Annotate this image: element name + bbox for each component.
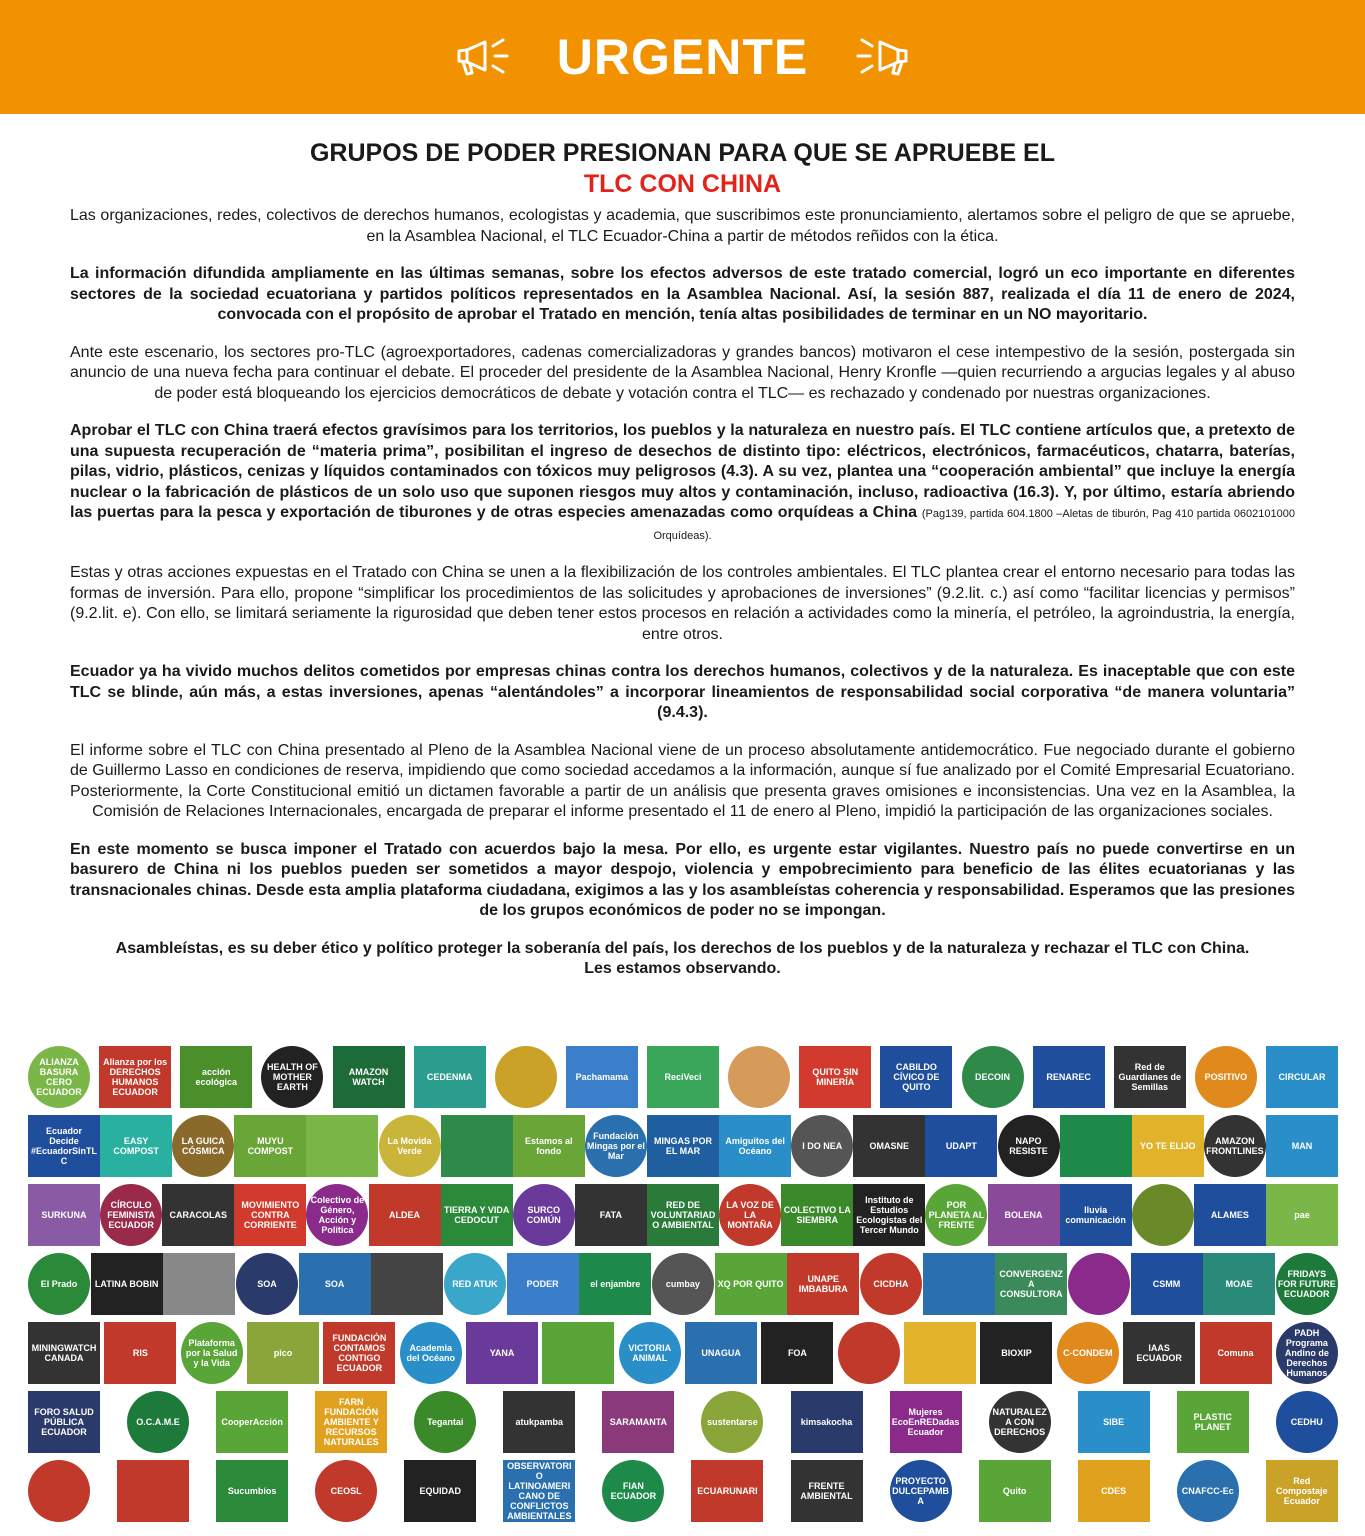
- org-logo: [566, 1046, 638, 1108]
- org-logo: [234, 1184, 306, 1246]
- org-logo: [315, 1391, 387, 1453]
- org-logo-label: [938, 1351, 942, 1355]
- org-logo-label: CSMM: [1152, 1278, 1181, 1289]
- org-logo-label: Estamos al fondo: [525, 1135, 573, 1156]
- org-logo: [853, 1184, 925, 1246]
- org-logo-label: [340, 1144, 344, 1148]
- org-logo-label: [405, 1282, 409, 1286]
- org-logo-label: POSITIVO: [1204, 1071, 1248, 1082]
- org-logo: [799, 1046, 871, 1108]
- org-logo-label: CONVERGENZA CONSULTORA: [999, 1268, 1063, 1299]
- org-logo: [216, 1391, 288, 1453]
- org-logo: [761, 1322, 833, 1384]
- org-logo-label: Fundación Mingas por el Mar: [586, 1130, 645, 1161]
- org-logo: [787, 1253, 859, 1315]
- org-logo: [104, 1322, 176, 1384]
- org-logo: [988, 1184, 1060, 1246]
- org-logo-label: LATINA BOBIN: [94, 1278, 159, 1289]
- org-logo: [925, 1184, 987, 1246]
- org-logo-label: CÍRCULO FEMINISTA ECUADOR: [107, 1199, 156, 1230]
- org-logo: [414, 1391, 476, 1453]
- org-logo: [1131, 1253, 1203, 1315]
- org-logo: [404, 1460, 476, 1522]
- org-logo: [781, 1184, 853, 1246]
- org-logo: [791, 1391, 863, 1453]
- org-logo-label: [57, 1489, 61, 1493]
- org-logo: [513, 1184, 575, 1246]
- org-logo-label: Red de Guardianes de Semillas: [1118, 1061, 1182, 1092]
- org-logo: [1266, 1460, 1338, 1522]
- org-logo-label: QUITO SIN MINERÍA: [812, 1066, 859, 1087]
- org-logo: [1114, 1046, 1186, 1108]
- org-logo-label: SURKUNA: [41, 1209, 87, 1220]
- org-logo-label: ALAMES: [1210, 1209, 1249, 1220]
- org-logo: [652, 1253, 714, 1315]
- org-logo: [904, 1322, 976, 1384]
- org-logo: [1204, 1115, 1266, 1177]
- org-logo: [791, 1460, 863, 1522]
- org-logo-label: [1094, 1144, 1098, 1148]
- signatory-logos: [28, 1042, 1338, 1525]
- org-logo: [619, 1322, 681, 1384]
- org-logo-label: PROYECTO DULCEPAMBA: [892, 1475, 949, 1506]
- headline-line1: GRUPOS DE PODER PRESIONAN PARA QUE SE APRUEBE EL: [309, 139, 1056, 167]
- org-logo: [602, 1391, 674, 1453]
- org-logo-label: CABILDO CÍVICO DE QUITO: [893, 1061, 940, 1092]
- org-logo: [234, 1115, 306, 1177]
- org-logo-label: BIOXIP: [1001, 1347, 1032, 1358]
- org-logo: [715, 1253, 787, 1315]
- megaphone-icon: [852, 32, 914, 82]
- org-logo: [323, 1322, 395, 1384]
- org-logo: [602, 1460, 664, 1522]
- org-logo-label: SARAMANTA: [609, 1416, 668, 1427]
- org-logo: [989, 1391, 1051, 1453]
- org-logo: [1033, 1046, 1105, 1108]
- org-logo: [507, 1253, 579, 1315]
- org-logo-label: MAN: [1291, 1140, 1313, 1151]
- org-logo: [400, 1322, 462, 1384]
- paragraph-intro: Las organizaciones, redes, colectivos de derechos humanos, ecologistas y academia, que suscribimos este pronunciamiento, alertamos sobre el peligro de que se apruebe, en la Asamblea Nacional, el TLC Ecuador-China a partir de métodos reñidos con la ética.: [70, 207, 1295, 245]
- org-logo: [181, 1322, 243, 1384]
- org-logo-label: AMAZON FRONTLINES: [1206, 1135, 1264, 1156]
- org-logo-label: Quito: [1002, 1485, 1027, 1496]
- org-logo-label: Sucumbíos: [227, 1485, 277, 1496]
- org-logo-label: CIRCULAR: [1278, 1071, 1326, 1082]
- org-logo: [306, 1115, 378, 1177]
- org-logo-label: CEDHU: [1290, 1416, 1323, 1427]
- org-logo-label: EQUIDAD: [419, 1485, 461, 1496]
- org-logo: [1132, 1184, 1194, 1246]
- org-logo-label: La Movida Verde: [387, 1135, 432, 1156]
- org-logo: [719, 1184, 781, 1246]
- org-logo-label: pae: [1294, 1209, 1310, 1220]
- org-logo-label: TIERRA Y VIDA CEDOCUT: [443, 1204, 510, 1225]
- org-logo-label: NATURALEZA CON DERECHOS: [992, 1406, 1047, 1437]
- paragraph-effects: [70, 421, 1295, 546]
- org-logo-label: UNAGUA: [701, 1347, 741, 1358]
- org-logo: [100, 1184, 162, 1246]
- org-logo-label: Amiguitos del Océano: [725, 1135, 785, 1156]
- org-logo-label: LA VOZ DE LA MONTAÑA: [726, 1199, 774, 1230]
- org-logo-label: OBSERVATORIO LATINOAMERICANO DE CONFLICTOS AMBIENTALES: [507, 1460, 572, 1521]
- org-logo: [719, 1115, 791, 1177]
- org-logo: [1276, 1391, 1338, 1453]
- org-logo: [1060, 1184, 1132, 1246]
- paragraph-effects-text: Aprobar el TLC con China traerá efectos gravísimos para los territorios, los pueblos y la naturaleza en nuestro país. El TLC contiene artículos que, a pretexto de una supuesta recuperación de “materia prima”, posibilitan el ingreso de desechos de distinto tipo: eléctricos, electrónicos, farmacéuticos, chatarra, baterías, pilas, vidrio, plásticos, cenizas y líquidos contaminados con tóxicos muy peligrosos (4.3). A su vez, plantea una “cooperación ambiental” que incluye la energía nuclear o la fabricación de plásticos de un solo uso que suponen riesgos muy altos y contaminación, incluso, radioactiva (16.3). Y, por último, estaría abriendo las puertas para la pesca y exportación de tiburones y de otras especies amenazadas como orquídeas a China: [70, 422, 1295, 521]
- org-logo-label: PLASTIC PLANET: [1193, 1411, 1232, 1432]
- org-logo: [371, 1253, 443, 1315]
- org-logo: [495, 1046, 557, 1108]
- org-logo-label: C-CONDEM: [1063, 1347, 1113, 1358]
- org-logo: [1078, 1460, 1150, 1522]
- org-logo: [979, 1460, 1051, 1522]
- org-logo-label: Mujeres EcoEnREDadas Ecuador: [891, 1406, 960, 1437]
- org-logo-label: CDES: [1101, 1485, 1127, 1496]
- org-logo-label: I DO NEA: [802, 1140, 843, 1151]
- banner-title: URGENTE: [556, 29, 809, 85]
- org-logo-label: Colectivo de Género, Acción y Política: [310, 1194, 365, 1235]
- headline-line2: TLC CON CHINA: [583, 170, 782, 198]
- org-logo-label: ECUARUNARI: [697, 1485, 758, 1496]
- org-logo: [172, 1115, 234, 1177]
- org-logo-label: POR PLANETA AL FRENTE: [928, 1199, 985, 1230]
- org-logo-label: YO TE ELIJO: [1139, 1140, 1196, 1151]
- org-logo-label: Plataforma por la Salud y la Vida: [185, 1337, 238, 1368]
- org-logo-label: FUNDACIÓN CONTAMOS CONTIGO ECUADOR: [332, 1332, 387, 1373]
- org-logo-label: RIS: [132, 1347, 148, 1358]
- org-logo: [1132, 1115, 1204, 1177]
- paragraph-effects-note: (Pag139, partida 604.1800 –Aletas de tiburón, Pag 410 partida 0602101000 Orquídeas).: [653, 508, 1295, 542]
- org-logo-label: NAPO RESISTE: [1009, 1135, 1048, 1156]
- closing-line1: Asambleístas, es su deber ético y político proteger la soberanía del país, los derechos de los pueblos y de la naturaleza y rechazar el TLC con China.: [115, 939, 1250, 957]
- org-logo: [575, 1184, 647, 1246]
- org-logo-label: UDAPT: [945, 1140, 977, 1151]
- org-logo-label: CNAFCC-Ec: [1181, 1485, 1234, 1496]
- org-logo-label: [757, 1075, 761, 1079]
- org-logo: [1266, 1184, 1338, 1246]
- org-logo: [466, 1322, 538, 1384]
- org-logo: [1276, 1253, 1338, 1315]
- org-logo-label: FORO SALUD PÚBLICA ECUADOR: [34, 1406, 94, 1437]
- org-logo-label: acción ecológica: [195, 1066, 237, 1087]
- org-logo: [236, 1253, 298, 1315]
- org-logo-label: CEDENMA: [426, 1071, 473, 1082]
- org-logo-label: ReciVeci: [664, 1071, 702, 1082]
- org-logo-label: ALIANZA BASURA CERO ECUADOR: [36, 1056, 82, 1097]
- org-logo-label: CooperAcción: [221, 1416, 283, 1427]
- org-logo-label: CICDHA: [873, 1278, 909, 1289]
- org-logo-label: [524, 1075, 528, 1079]
- org-logo-label: Comuna: [1217, 1347, 1254, 1358]
- org-logo: [1276, 1322, 1338, 1384]
- org-logo-label: YANA: [489, 1347, 515, 1358]
- org-logo: [369, 1184, 441, 1246]
- org-logo-label: O.C.A.M.E: [136, 1416, 180, 1427]
- org-logo-label: FRIDAYS FOR FUTURE ECUADOR: [1277, 1268, 1336, 1299]
- org-logo: [28, 1115, 100, 1177]
- org-logo: [28, 1046, 90, 1108]
- org-logo: [890, 1391, 962, 1453]
- org-logo-label: HEALTH OF MOTHER EARTH: [266, 1061, 318, 1092]
- org-logo: [1078, 1391, 1150, 1453]
- org-logo: [880, 1046, 952, 1108]
- org-logo: [28, 1322, 100, 1384]
- org-logo: [1177, 1391, 1249, 1453]
- org-logo: [579, 1253, 651, 1315]
- org-logo: [28, 1391, 100, 1453]
- org-logo-label: SOA: [257, 1278, 277, 1289]
- paragraph-scenario: Ante este escenario, los sectores pro-TLC (agroexportadores, cadenas comercializadoras y grandes bancos) motivaron el cese intempestivo de la sesión, postergada sin anuncio de una nueva fecha para continuar el debate. El proceder del presidente de la Asamblea Nacional, Henry Kronfle —quien recurriendo a argucias legales y al abuso de poder está bloqueando los ejercicios democráticos de debate y votación contra el TLC— es rechazado y condenado por nuestras organizaciones.: [70, 343, 1295, 402]
- paragraph-vigilance: En este momento se busca imponer el Tratado con acuerdos bajo la mesa. Por ello, es urgente estar vigilantes. Nuestro país no puede convertirse en un basurero de China ni los pueblos pueden ser sometidos a mayor despojo, violencia y empobrecimiento para beneficio de las élites ecuatorianas y las transnacionales chinas. Desde esta amplia plataforma ciudadana, exigimos a las y los asambleístas coherencia y responsabilidad. Esperamos que las presiones de los grupos económicos de poder no se impongan.: [70, 840, 1295, 919]
- megaphone-icon: [451, 32, 513, 82]
- org-logo-label: MININGWATCH CANADA: [31, 1342, 97, 1363]
- org-logo-label: [957, 1282, 961, 1286]
- paragraph-crimes: Ecuador ya ha vivido muchos delitos cometidos por empresas chinas contra los derechos humanos, colectivos y de la naturaleza. Es inaceptable que con este TLC se blinde, aún más, a estas inversiones, apenas “alentándoles” a incorporar lineamientos de responsabilidad social corporativa “de manera voluntaria” (9.4.3).: [70, 663, 1295, 721]
- org-logo-label: [1097, 1282, 1101, 1286]
- org-logo: [163, 1253, 235, 1315]
- org-logo: [890, 1460, 952, 1522]
- org-logo-label: RED DE VOLUNTARIADO AMBIENTAL: [650, 1199, 716, 1230]
- org-logo: [1194, 1184, 1266, 1246]
- org-logo: [162, 1184, 234, 1246]
- org-logo: [91, 1253, 163, 1315]
- org-logo: [1123, 1322, 1195, 1384]
- org-logo: [127, 1391, 189, 1453]
- logo-row: [28, 1456, 1338, 1525]
- org-logo: [117, 1460, 189, 1522]
- org-logo: [585, 1115, 647, 1177]
- org-logo: [980, 1322, 1052, 1384]
- org-logo: [444, 1253, 506, 1315]
- org-logo: [728, 1046, 790, 1108]
- org-logo: [1068, 1253, 1130, 1315]
- org-logo-label: BOLENA: [1004, 1209, 1043, 1220]
- org-logo: [1177, 1460, 1239, 1522]
- org-logo: [100, 1115, 172, 1177]
- org-logo: [647, 1184, 719, 1246]
- org-logo-label: FATA: [599, 1209, 622, 1220]
- org-logo-label: SIBE: [1103, 1416, 1125, 1427]
- org-logo: [441, 1184, 513, 1246]
- org-logo: [853, 1115, 925, 1177]
- paragraph-session: La información difundida ampliamente en las últimas semanas, sobre los efectos adversos de este tratado comercial, logró un eco importante en diferentes sectores de la sociedad ecuatoriana y partidos políticos representados en la Asamblea Nacional. Así, la sesión 887, realizada el día 11 de enero de 2024, convocada con el propósito de aprobar el Tratado en mención, tenía altas posibilidades de terminar en un NO mayoritario.: [70, 265, 1295, 323]
- org-logo: [647, 1046, 719, 1108]
- org-logo: [998, 1115, 1060, 1177]
- org-logo-label: CEOSL: [330, 1485, 362, 1496]
- org-logo-label: RENAREC: [1046, 1071, 1091, 1082]
- org-logo-label: VICTORIA ANIMAL: [628, 1342, 672, 1363]
- org-logo-label: [576, 1351, 580, 1355]
- org-logo-label: RED ATUK: [452, 1278, 498, 1289]
- org-logo-label: EASY COMPOST: [113, 1135, 159, 1156]
- org-logo-label: MOAE: [1225, 1278, 1253, 1289]
- org-logo: [28, 1184, 100, 1246]
- org-logo: [995, 1253, 1067, 1315]
- org-logo: [513, 1115, 585, 1177]
- org-logo: [1057, 1322, 1119, 1384]
- org-logo-label: el enjambre: [590, 1278, 641, 1289]
- org-logo-label: SURCO COMÚN: [526, 1204, 561, 1225]
- org-logo: [1060, 1115, 1132, 1177]
- org-logo: [962, 1046, 1024, 1108]
- logo-row: [28, 1318, 1338, 1387]
- org-logo-label: [475, 1144, 479, 1148]
- org-logo-label: IAAS ECUADOR: [1136, 1342, 1182, 1363]
- org-logo-label: ALDEA: [389, 1209, 421, 1220]
- org-logo-label: FARN FUNDACIÓN AMBIENTE Y RECURSOS NATURALES: [323, 1396, 379, 1447]
- org-logo-label: MUYU COMPOST: [247, 1135, 294, 1156]
- org-logo: [860, 1253, 922, 1315]
- org-logo: [333, 1046, 405, 1108]
- org-logo: [925, 1115, 997, 1177]
- org-logo-label: cumbay: [665, 1278, 700, 1289]
- org-logo-label: CARACOLAS: [169, 1209, 227, 1220]
- org-logo: [691, 1460, 763, 1522]
- paragraph-report: El informe sobre el TLC con China presentado al Pleno de la Asamblea Nacional viene de un proceso absolutamente antidemocrático. Fue negociado durante el gobierno de Guillermo Lasso en condiciones de reserva, impidiendo que como sociedad accedamos a la información, aunque sí fue analizado por el Comité Empresarial Ecuatoriano. Posteriormente, la Corte Constitucional emitió un dictamen favorable a partir de un análisis que presenta graves omisiones e inconsistencias. Una vez en la Asamblea, la Comisión de Relaciones Internacionales, encargada de preparar el informe presentado el 11 de enero al Pleno, impidió la participación de las organizaciones sociales.: [70, 741, 1295, 820]
- org-logo: [791, 1115, 853, 1177]
- org-logo-label: Tegantai: [427, 1416, 464, 1427]
- org-logo-label: PADH Programa Andino de Derechos Humanos: [1284, 1327, 1329, 1378]
- org-logo: [28, 1460, 90, 1522]
- org-logo: [299, 1253, 371, 1315]
- org-logo-label: UNAPE IMBABURA: [798, 1273, 848, 1294]
- org-logo: [379, 1115, 441, 1177]
- org-logo: [1266, 1115, 1338, 1177]
- org-logo-label: MINGAS POR EL MAR: [653, 1135, 712, 1156]
- org-logo: [315, 1460, 377, 1522]
- logo-row: [28, 1111, 1338, 1180]
- org-logo-label: atukpamba: [515, 1416, 564, 1427]
- org-logo: [1266, 1046, 1338, 1108]
- org-logo: [99, 1046, 171, 1108]
- org-logo-label: Instituto de Estudios Ecologistas del Tercer Mundo: [856, 1194, 923, 1235]
- org-logo: [503, 1460, 575, 1522]
- org-logo-label: [1161, 1213, 1165, 1217]
- org-logo: [923, 1253, 995, 1315]
- org-logo-label: FOA: [787, 1347, 807, 1358]
- org-logo: [414, 1046, 486, 1108]
- org-logo-label: FRENTE AMBIENTAL: [800, 1480, 853, 1501]
- org-logo: [701, 1391, 763, 1453]
- org-logo-label: MOVIMIENTO CONTRA CORRIENTE: [241, 1199, 300, 1230]
- article: [70, 138, 1295, 980]
- org-logo: [1195, 1046, 1257, 1108]
- closing-line2: Les estamos observando.: [584, 960, 781, 977]
- org-logo: [261, 1046, 323, 1108]
- logo-row: [28, 1387, 1338, 1456]
- org-logo-label: LA GUICA CÓSMICA: [181, 1135, 225, 1156]
- org-logo: [838, 1322, 900, 1384]
- org-logo: [28, 1253, 90, 1315]
- org-logo: [503, 1391, 575, 1453]
- closing-statement: [70, 939, 1295, 980]
- org-logo-label: DECOIN: [974, 1071, 1010, 1082]
- org-logo: [1203, 1253, 1275, 1315]
- org-logo: [542, 1322, 614, 1384]
- org-logo-label: [151, 1489, 155, 1493]
- org-logo: [647, 1115, 719, 1177]
- org-logo: [180, 1046, 252, 1108]
- org-logo-label: lluvia comunicación: [1065, 1204, 1126, 1225]
- org-logo: [306, 1184, 368, 1246]
- urgente-banner: [0, 0, 1365, 114]
- org-logo-label: SOA: [324, 1278, 345, 1289]
- org-logo: [1200, 1322, 1272, 1384]
- org-logo-label: [867, 1351, 871, 1355]
- org-logo-label: Pachamama: [575, 1071, 629, 1082]
- logo-row: [28, 1042, 1338, 1111]
- org-logo-label: AMAZON WATCH: [348, 1066, 389, 1087]
- org-logo-label: [197, 1282, 201, 1286]
- org-logo: [216, 1460, 288, 1522]
- org-logo: [441, 1115, 513, 1177]
- logo-row: [28, 1249, 1338, 1318]
- org-logo: [247, 1322, 319, 1384]
- org-logo: [685, 1322, 757, 1384]
- org-logo-label: PODER: [526, 1278, 559, 1289]
- org-logo-label: Ecuador Decide #EcuadorSinTLC: [30, 1125, 97, 1166]
- org-logo-label: Alianza por los DERECHOS HUMANOS ECUADOR: [103, 1056, 168, 1097]
- org-logo-label: Academia del Océano: [406, 1342, 455, 1363]
- org-logo-label: sustentarse: [707, 1416, 758, 1427]
- org-logo-label: El Prado: [40, 1278, 78, 1289]
- org-logo-label: OMASNE: [869, 1140, 910, 1151]
- org-logo-label: kimsakocha: [800, 1416, 853, 1427]
- logo-row: [28, 1180, 1338, 1249]
- paragraph-flexibilization: Estas y otras acciones expuestas en el Tratado con China se unen a la flexibilización de los controles ambientales. El TLC plantea crear el entorno necesario para todas las formas de inversión. Para ello, propone “simplificar los procedimientos de las solicitudes y aprobaciones de inversiones” (9.2.lit. c.) así como “facilitar licencias y permisos” (9.2.lit. e). Con ello, se limitará seriamente la rigurosidad que deben tener estos procesos en relación a actividades como la minería, el petróleo, la agroindustria, la energía, entre otros.: [70, 564, 1295, 643]
- org-logo-label: pico: [273, 1347, 293, 1358]
- org-logo-label: FIAN ECUADOR: [610, 1480, 657, 1501]
- org-logo-label: COLECTIVO LA SIEMBRA: [783, 1204, 851, 1225]
- org-logo-label: Red Compostaje Ecuador: [1276, 1475, 1328, 1506]
- org-logo-label: XQ POR QUITO: [717, 1278, 784, 1289]
